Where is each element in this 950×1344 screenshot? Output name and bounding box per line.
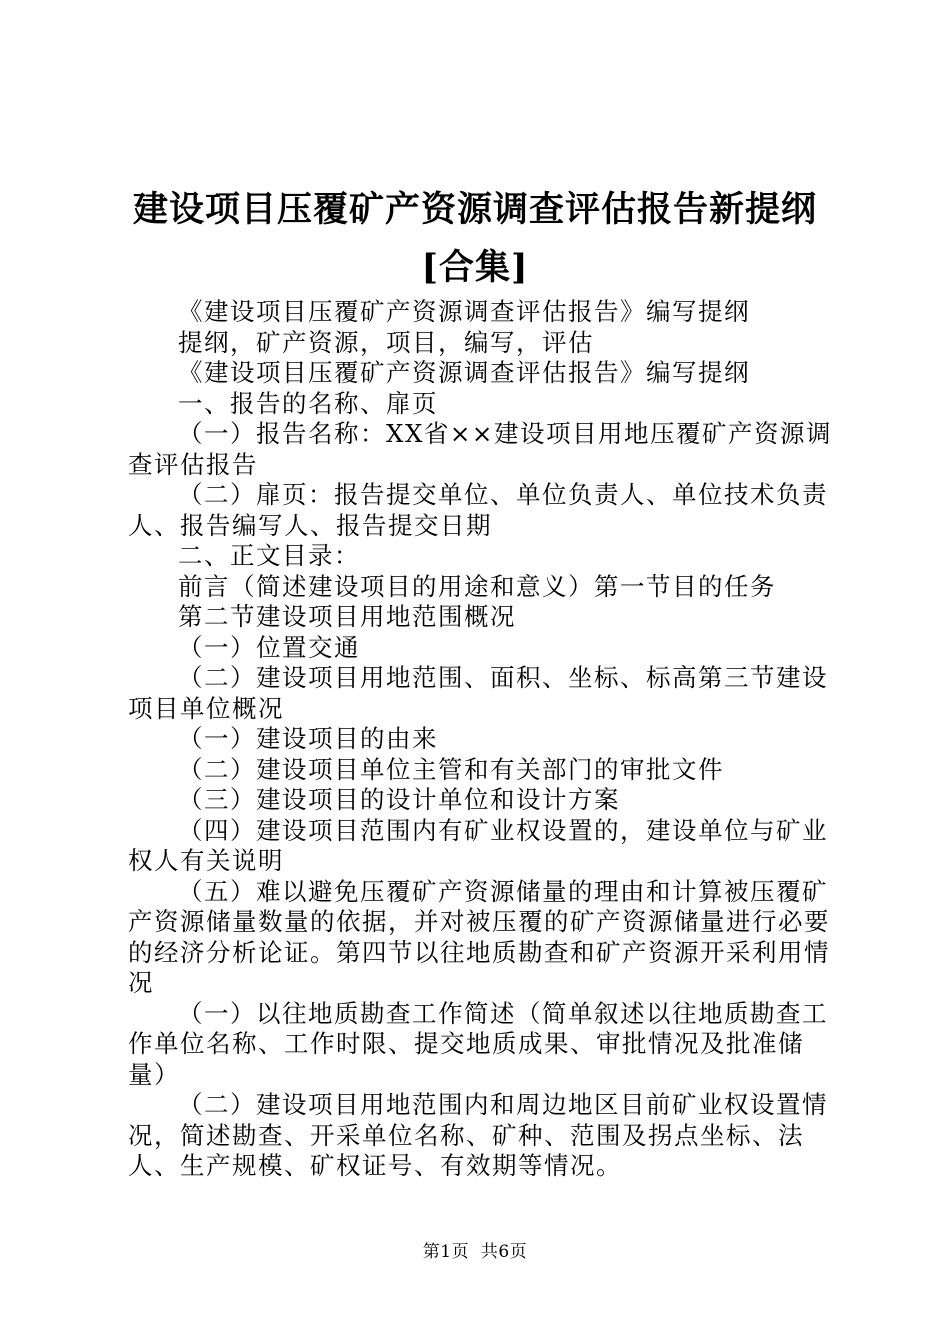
paragraph: 《建设项目压覆矿产资源调查评估报告》编写提纲 — [178, 297, 750, 326]
paragraph: （一）以往地质勘查工作简述（简单叙述以往地质勘查工作单位名称、工作时限、提交地质成果、审批情况及批准储量） — [128, 998, 828, 1089]
paragraph: （四）建设项目范围内有矿业权设置的，建设单位与矿业权人有关说明 — [128, 815, 828, 875]
paragraph: （五）难以避免压覆矿产资源储量的理由和计算被压覆矿产资源储量数量的依据，并对被压覆的矿产资源储量进行必要的经济分析论证。第四节以往地质勘查和矿产资源开采利用情况 — [128, 876, 830, 997]
paragraph: 提纲，矿产资源，项目，编写，评估 — [178, 327, 594, 357]
paragraph: （一）位置交通 — [178, 632, 360, 662]
page-number: 第1页 共6页 — [422, 1242, 528, 1262]
paragraph: 《建设项目压覆矿产资源调查评估报告》编写提纲 — [178, 358, 750, 387]
paragraph: 二、正文目录： — [178, 541, 360, 570]
paragraph: 前言（简述建设项目的用途和意义）第一节目的任务 — [178, 571, 776, 601]
paragraph: （二）扉页：报告提交单位、单位负责人、单位技术负责人、报告编写人、报告提交日期 — [128, 480, 828, 540]
paragraph: 一、报告的名称、扉页 — [178, 388, 438, 418]
paragraph: （二）建设项目用地范围、面积、坐标、标高第三节建设项目单位概况 — [128, 663, 828, 723]
paragraph: （一）报告名称：XX省××建设项目用地压覆矿产资源调查评估报告 — [128, 419, 832, 479]
paragraph: （一）建设项目的由来 — [178, 724, 438, 753]
document-body — [128, 297, 838, 1182]
paragraph: （二）建设项目单位主管和有关部门的审批文件 — [178, 754, 724, 784]
document-title-suffix: [合集] — [421, 247, 529, 288]
paragraph: 第二节建设项目用地范围概况 — [178, 602, 516, 631]
document-title: 建设项目压覆矿产资源调查评估报告新提纲 — [132, 189, 817, 230]
paragraph: （二）建设项目用地范围内和周边地区目前矿业权设置情况，简述勘查、开采单位名称、矿种、范围及拐点坐标、法人、生产规模、矿权证号、有效期等情况。 — [128, 1090, 828, 1180]
paragraph: （三）建设项目的设计单位和设计方案 — [178, 785, 620, 814]
